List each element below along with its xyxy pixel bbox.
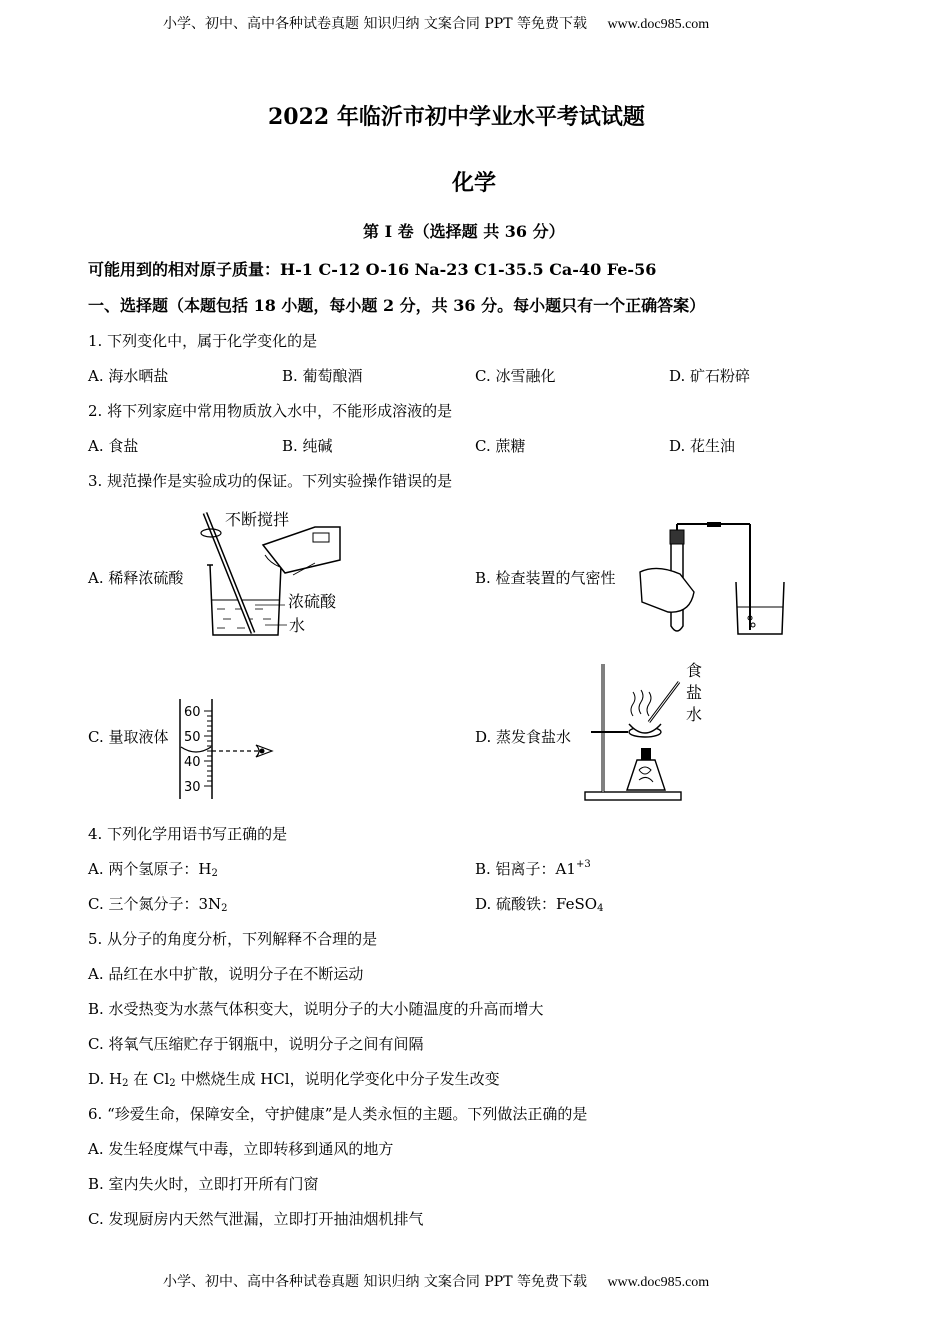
label-shi: 食 — [686, 661, 703, 680]
q3-option-d[interactable]: D. 蒸发食盐水 — [475, 728, 572, 746]
page-footer — [163, 1271, 709, 1291]
q1-option-b[interactable]: B. 葡萄酿酒 — [282, 367, 363, 385]
q2-option-d[interactable]: D. 花生油 — [669, 437, 736, 455]
section-heading: 一、选择题（本题包括 18 小题，每小题 2 分，共 36 分。每小题只有一个正确答案） — [88, 296, 706, 315]
fig-cylinder — [170, 695, 280, 805]
q6-option-c[interactable]: C. 发现厨房内天然气泄漏，立即打开抽油烟机排气 — [88, 1210, 424, 1228]
q4-stem: 4. 下列化学用语书写正确的是 — [88, 825, 288, 843]
fig-evaporation — [583, 660, 723, 805]
q5-d-p3: 中燃烧生成 HCl，说明化学变化中分子发生改变 — [175, 1070, 500, 1088]
q4-option-a[interactable] — [88, 858, 218, 879]
label-stir: 不断搅拌 — [225, 510, 290, 529]
q4-c-sub: 2 — [221, 903, 228, 914]
q2-option-b[interactable]: B. 纯碱 — [282, 437, 333, 455]
q2-option-a[interactable]: A. 食盐 — [88, 437, 139, 455]
q4-b-text: B. 铝离子：A1 — [475, 860, 576, 878]
q5-option-a[interactable]: A. 品红在水中扩散，说明分子在不断运动 — [88, 965, 364, 983]
q5-stem: 5. 从分子的角度分析，下列解释不合理的是 — [88, 930, 378, 948]
atomic-mass-line: 可能用到的相对原子质量：H-1 C-12 O-16 Na-23 C1-35.5 Ca-40 Fe-56 — [88, 260, 657, 279]
q6-option-a[interactable]: A. 发生轻度煤气中毒，立即转移到通风的地方 — [88, 1140, 394, 1158]
q5-d-s1: 2 — [122, 1078, 129, 1089]
q1-option-d[interactable]: D. 矿石粉碎 — [669, 367, 751, 385]
q2-stem: 2. 将下列家庭中常用物质放入水中，不能形成溶液的是 — [88, 402, 453, 420]
tick-30: 30 — [184, 780, 201, 795]
tick-50: 50 — [184, 730, 201, 745]
exam-title: 2022 年临沂市初中学业水平考试试题 — [268, 104, 645, 130]
label-yan: 盐 — [686, 683, 703, 702]
q4-a-sub: 2 — [211, 868, 218, 879]
footer-url[interactable]: www.doc985.com — [607, 1275, 710, 1290]
tick-40: 40 — [184, 755, 201, 770]
fig-airtightness — [632, 522, 787, 640]
q1-option-c[interactable]: C. 冰雪融化 — [475, 367, 556, 385]
q1-stem: 1. 下列变化中，属于化学变化的是 — [88, 332, 318, 350]
fig-dilute-acid — [195, 505, 355, 645]
q5-option-c[interactable]: C. 将氧气压缩贮存于钢瓶中，说明分子之间有间隔 — [88, 1035, 424, 1053]
q5-d-p2: 在 Cl — [128, 1070, 170, 1088]
q4-option-c[interactable] — [88, 893, 228, 914]
q5-d-p1: D. H — [88, 1070, 123, 1088]
q5-option-d[interactable] — [88, 1068, 500, 1089]
q5-d-s2: 2 — [169, 1078, 176, 1089]
q3-option-a[interactable]: A. 稀释浓硫酸 — [88, 569, 184, 587]
part-title: 第 I 卷（选择题 共 36 分） — [363, 222, 565, 241]
tick-60: 60 — [184, 705, 201, 720]
subject-title: 化学 — [452, 170, 497, 196]
label-shui: 水 — [686, 705, 703, 724]
q4-a-text: A. 两个氢原子：H — [88, 860, 212, 878]
q4-b-sup: +3 — [575, 859, 591, 870]
label-water: 水 — [289, 616, 306, 635]
header-url[interactable]: www.doc985.com — [607, 17, 710, 32]
header-text: 小学、初中、高中各种试卷真题 知识归纳 文案合同 PPT 等免费下载 — [163, 16, 587, 32]
q2-option-c[interactable]: C. 蔗糖 — [475, 437, 526, 455]
footer-text: 小学、初中、高中各种试卷真题 知识归纳 文案合同 PPT 等免费下载 — [163, 1274, 587, 1290]
q4-d-text: D. 硫酸铁：FeSO — [475, 895, 598, 913]
q4-option-b[interactable] — [475, 858, 591, 879]
q4-d-sub: 4 — [597, 903, 604, 914]
q6-option-b[interactable]: B. 室内失火时，立即打开所有门窗 — [88, 1175, 319, 1193]
q3-option-c[interactable]: C. 量取液体 — [88, 728, 169, 746]
q3-option-b[interactable]: B. 检查装置的气密性 — [475, 569, 616, 587]
q5-option-b[interactable]: B. 水受热变为水蒸气体积变大，说明分子的大小随温度的升高而增大 — [88, 1000, 544, 1018]
page-header — [163, 13, 709, 33]
q1-option-a[interactable]: A. 海水晒盐 — [88, 367, 169, 385]
q4-option-d[interactable] — [475, 893, 603, 914]
q3-stem: 3. 规范操作是实验成功的保证。下列实验操作错误的是 — [88, 472, 453, 490]
q4-c-text: C. 三个氮分子：3N — [88, 895, 222, 913]
q6-stem: 6. “珍爱生命，保障安全，守护健康”是人类永恒的主题。下列做法正确的是 — [88, 1105, 588, 1123]
label-conc-acid: 浓硫酸 — [288, 592, 337, 611]
